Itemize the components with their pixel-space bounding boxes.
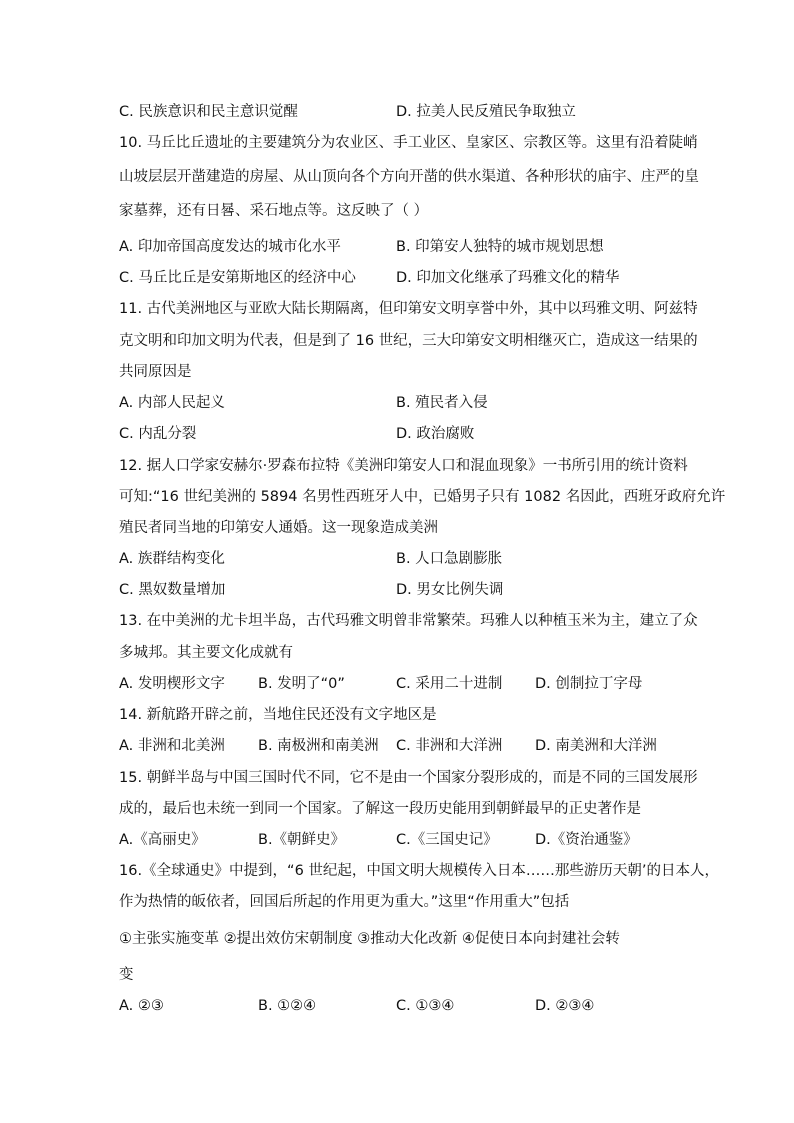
q16-stem-line-4: 变 <box>119 967 134 983</box>
q13-stem-line-2: 多城邦。其主要文化成就有 <box>119 645 293 661</box>
q11-stem-line-3: 共同原因是 <box>119 364 192 380</box>
q16-stem-line-2: 作为热情的皈依者，回国后所起的作用更为重大。”这里“作用重大”包括 <box>119 894 570 910</box>
q16-option-c: C. ①③④ <box>396 998 455 1014</box>
q13-stem-line-1: 13. 在中美洲的尤卡坦半岛，古代玛雅文明曾非常繁荣。玛雅人以种植玉米为主，建立了众 <box>119 613 698 629</box>
q11-option-b: B. 殖民者入侵 <box>396 395 488 411</box>
q11-option-a: A. 内部人民起义 <box>119 395 225 411</box>
q16-option-a: A. ②③ <box>119 998 164 1014</box>
q14-option-d: D. 南美洲和大洋洲 <box>535 738 657 754</box>
q14-option-c: C. 非洲和大洋洲 <box>396 738 503 754</box>
q12-stem-line-3: 殖民者同当地的印第安人通婚。这一现象造成美洲 <box>119 520 438 536</box>
q15-option-c: C.《三国史记》 <box>396 832 498 848</box>
q13-option-a: A. 发明楔形文字 <box>119 676 225 692</box>
q10-stem-line-1: 10. 马丘比丘遗址的主要建筑分为农业区、手工业区、皇家区、宗教区等。这里有沿着陡峭 <box>119 135 698 151</box>
q14-stem-line-1: 14. 新航路开辟之前，当地住民还没有文字地区是 <box>119 707 437 723</box>
q11-stem-line-2: 克文明和印加文明为代表，但是到了 16 世纪，三大印第安文明相继灭亡，造成这一结果的 <box>119 333 698 349</box>
q9-option-d: D. 拉美人民反殖民争取独立 <box>396 104 576 120</box>
q10-stem-line-3: 家墓葬，还有日晷、采石地点等。这反映了（ ） <box>119 203 429 219</box>
q15-option-d: D.《资治通鉴》 <box>535 832 638 848</box>
q14-option-a: A. 非洲和北美洲 <box>119 738 225 754</box>
q12-stem-line-1: 12. 据人口学家安赫尔·罗森布拉特《美洲印第安人口和混血现象》一书所引用的统计资料 <box>119 458 688 474</box>
q15-stem-line-2: 成的，最后也未统一到同一个国家。了解这一段历史能用到朝鲜最早的正史著作是 <box>119 801 641 817</box>
q10-stem-line-2: 山坡层层开凿建造的房屋、从山顶向各个方向开凿的供水渠道、各种形状的庙宇、庄严的皇 <box>119 169 699 185</box>
q11-stem-line-1: 11. 古代美洲地区与亚欧大陆长期隔离，但印第安文明享誉中外，其中以玛雅文明、阿兹特 <box>119 301 698 317</box>
q16-stem-line-1: 16.《全球通史》中提到，“6 世纪起，中国文明大规模传入日本……那些游历天朝’的日本人， <box>119 863 720 879</box>
q12-option-a: A. 族群结构变化 <box>119 551 225 567</box>
q13-option-b: B. 发明了“0” <box>258 676 345 692</box>
q10-option-a: A. 印加帝国高度发达的城市化水平 <box>119 239 341 255</box>
q10-option-d: D. 印加文化继承了玛雅文化的精华 <box>396 270 620 286</box>
q10-option-b: B. 印第安人独特的城市规划思想 <box>396 239 604 255</box>
q16-stem-line-3: ①主张实施变革 ②提出效仿宋朝制度 ③推动大化改新 ④促使日本向封建社会转 <box>119 931 620 947</box>
q12-option-b: B. 人口急剧膨胀 <box>396 551 503 567</box>
q13-option-d: D. 创制拉丁字母 <box>535 676 643 692</box>
q16-option-d: D. ②③④ <box>535 998 595 1014</box>
q12-stem-line-2: 可知:“16 世纪美洲的 5894 名男性西班牙人中，已婚男子只有 1082 名因此，西班牙政府允许 <box>119 489 726 505</box>
q10-option-c: C. 马丘比丘是安第斯地区的经济中心 <box>119 270 356 286</box>
q12-option-d: D. 男女比例失调 <box>396 582 504 598</box>
q15-option-a: A.《高丽史》 <box>119 832 206 848</box>
q15-option-b: B.《朝鲜史》 <box>258 832 346 848</box>
q15-stem-line-1: 15. 朝鲜半岛与中国三国时代不同，它不是由一个国家分裂形成的，而是不同的三国发展形 <box>119 770 698 786</box>
q14-option-b: B. 南极洲和南美洲 <box>258 738 379 754</box>
q11-option-c: C. 内乱分裂 <box>119 426 197 442</box>
q16-option-b: B. ①②④ <box>258 998 317 1014</box>
q9-option-c: C. 民族意识和民主意识觉醒 <box>119 104 298 120</box>
q11-option-d: D. 政治腐败 <box>396 426 475 442</box>
q12-option-c: C. 黑奴数量增加 <box>119 582 226 598</box>
q13-option-c: C. 采用二十进制 <box>396 676 503 692</box>
